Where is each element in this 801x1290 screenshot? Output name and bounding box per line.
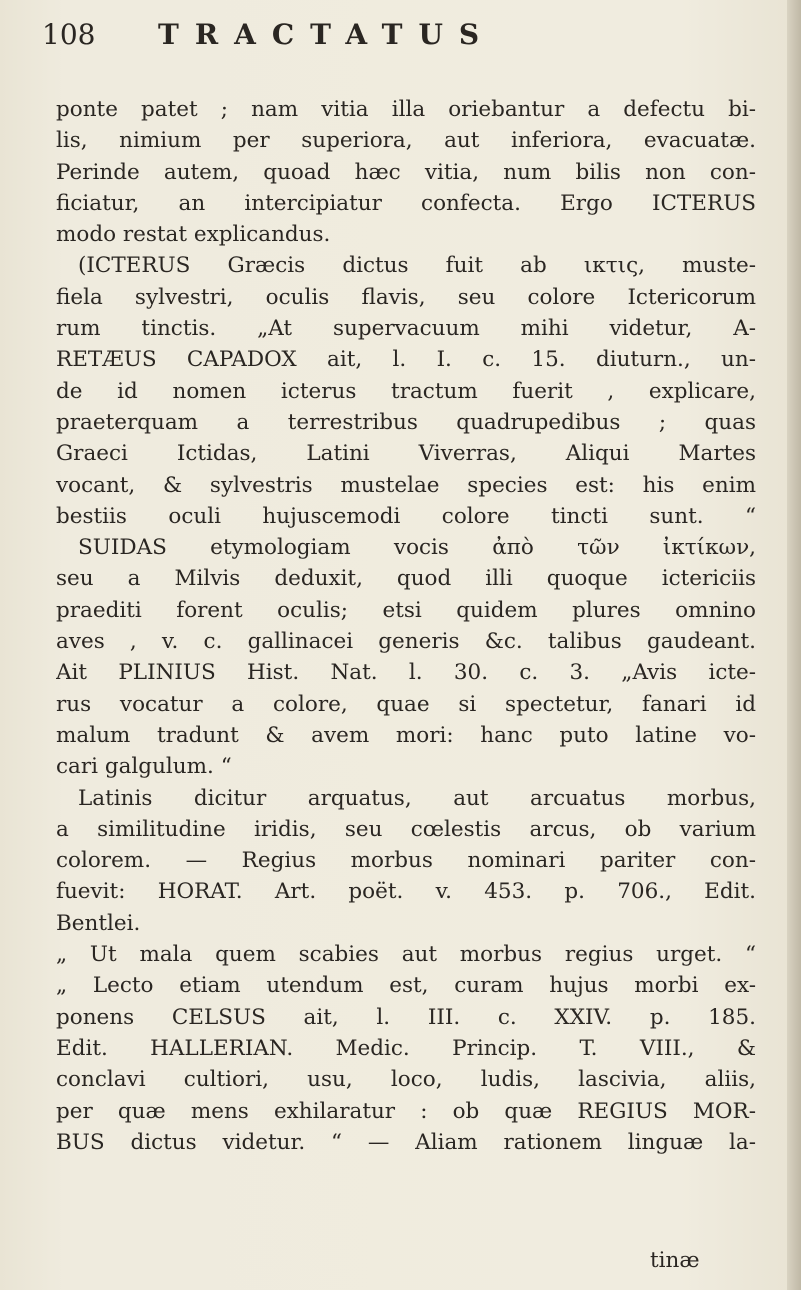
- text-line: vocant, & sylvestris mustelae species est: his enim: [56, 472, 756, 498]
- text-line: rus vocatur a colore, quae si spectetur, fanari id: [56, 691, 756, 717]
- text-line: Bentlei.: [56, 910, 141, 936]
- text-line: malum tradunt & avem mori: hanc puto latine vo-: [56, 722, 756, 748]
- text-line: (ICTERUS Græcis dictus fuit ab ικτις, muste-: [78, 253, 756, 279]
- text-line: „ Lecto etiam utendum est, curam hujus morbi ex-: [56, 973, 756, 999]
- text-line: SUIDAS etymologiam vocis ἀπὸ τῶν ἰκτίκων,: [78, 535, 756, 561]
- text-line: fuevit: HORAT. Art. poët. v. 453. p. 706., Edit.: [56, 879, 756, 905]
- page-number: 108: [42, 18, 96, 51]
- text-line: a similitudine iridis, seu cœlestis arcus, ob varium: [56, 816, 756, 842]
- body-text: [56, 94, 756, 1158]
- text-line: praediti forent oculis; etsi quidem plures omnino: [56, 597, 756, 623]
- text-line: praeterquam a terrestribus quadrupedibus ; quas: [56, 409, 756, 435]
- text-line: de id nomen icterus tractum fuerit , explicare,: [56, 378, 756, 404]
- text-line: Latinis dicitur arquatus, aut arcuatus morbus,: [78, 785, 756, 811]
- page-header: [40, 14, 760, 62]
- text-line: ponens CELSUS ait, l. III. c. XXIV. p. 185.: [56, 1004, 756, 1030]
- text-line: modo restat explicandus.: [56, 222, 331, 248]
- text-line: fiela sylvestri, oculis flavis, seu colore Ictericorum: [56, 284, 756, 310]
- text-line: colorem. — Regius morbus nominari pariter con-: [56, 848, 756, 874]
- text-line: conclavi cultiori, usu, loco, ludis, lascivia, aliis,: [56, 1067, 756, 1093]
- text-line: Edit. HALLERIAN. Medic. Princip. T. VIII., &: [56, 1035, 756, 1061]
- text-line: Ait PLINIUS Hist. Nat. l. 30. c. 3. „Avis icte-: [56, 660, 756, 686]
- text-line: cari galgulum. “: [56, 754, 232, 780]
- text-line: rum tinctis. „At supervacuum mihi videtur, A-: [56, 316, 756, 342]
- text-line: per quæ mens exhilaratur : ob quæ REGIUS MOR-: [56, 1098, 756, 1124]
- running-title: TRACTATUS: [158, 18, 496, 51]
- text-line: ficiatur, an intercipiatur confecta. Ergo ICTERUS: [56, 190, 756, 216]
- text-line: aves , v. c. gallinacei generis &c. talibus gaudeant.: [56, 629, 756, 655]
- text-line: „ Ut mala quem scabies aut morbus regius urget. “: [56, 942, 756, 968]
- text-line: Perinde autem, quoad hæc vitia, num bilis non con-: [56, 159, 756, 185]
- text-line: lis, nimium per superiora, aut inferiora, evacuatæ.: [56, 128, 756, 154]
- page-edge: [787, 0, 801, 1290]
- text-line: RETÆUS CAPADOX ait, l. I. c. 15. diuturn., un-: [56, 347, 756, 373]
- text-line: Graeci Ictidas, Latini Viverras, Aliqui Martes: [56, 441, 756, 467]
- catchword: tinæ: [650, 1248, 700, 1273]
- text-line: BUS dictus videtur. “ — Aliam rationem linguæ la-: [56, 1129, 756, 1155]
- text-line: ponte patet ; nam vitia illa oriebantur a defectu bi-: [56, 97, 756, 122]
- text-line: bestiis oculi hujuscemodi colore tincti sunt. “: [56, 503, 756, 529]
- text-line: seu a Milvis deduxit, quod illi quoque ictericiis: [56, 566, 756, 592]
